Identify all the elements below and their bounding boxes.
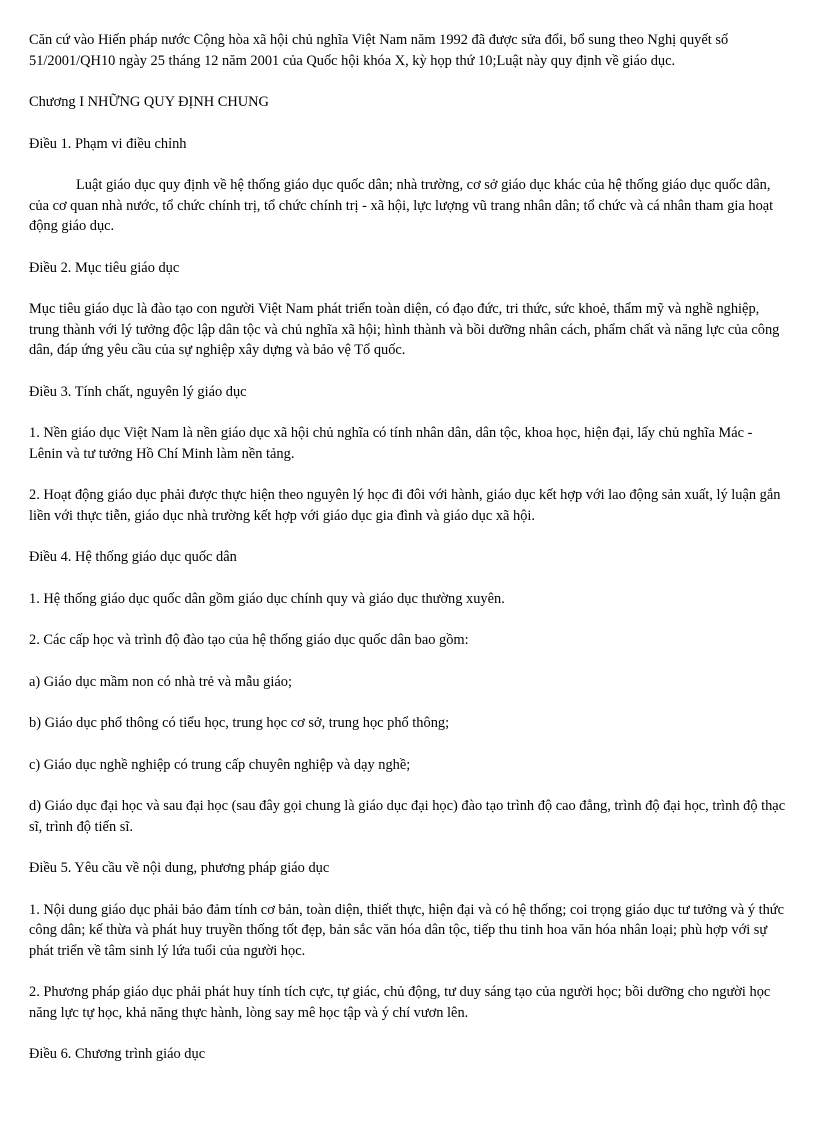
- document-page: [29, 30, 789, 1086]
- article-1-heading: Điều 1. Phạm vi điều chỉnh: [29, 135, 187, 152]
- article-2-heading: Điều 2. Mục tiêu giáo dục: [29, 259, 180, 276]
- article-4-clause-1: 1. Hệ thống giáo dục quốc dân gồm giáo dục chính quy và giáo dục thường xuyên.: [29, 590, 505, 607]
- article-3-clause-2: 2. Hoạt động giáo dục phải được thực hiện theo nguyên lý học đi đôi với hành, giáo dục kết hợp với lao động sản xuất, lý luận gắn liền với thực tiễn, giáo dục nhà trường kết hợp với giáo dục gia đình và giáo dục xã hội.: [29, 487, 781, 524]
- article-4-clause-2: 2. Các cấp học và trình độ đào tạo của hệ thống giáo dục quốc dân bao gồm:: [29, 632, 469, 648]
- chapter-heading: Chương I NHỮNG QUY ĐỊNH CHUNG: [29, 94, 269, 110]
- article-5-clause-1: 1. Nội dung giáo dục phải bảo đảm tính cơ bản, toàn diện, thiết thực, hiện đại và có hệ thống; coi trọng giáo dục tư tưởng và ý thức công dân; kế thừa và phát huy truyền thống tốt đẹp, bản sắc văn hóa dân tộc, tiếp thu tinh hoa văn hóa nhân loại; phù hợp với sự phát triển về tâm sinh lý lứa tuổi của người học.: [29, 901, 784, 959]
- article-4-item-c: c) Giáo dục nghề nghiệp có trung cấp chuyên nghiệp và dạy nghề;: [29, 756, 411, 773]
- preamble-paragraph: Căn cứ vào Hiến pháp nước Cộng hòa xã hội chủ nghĩa Việt Nam năm 1992 đã được sửa đổi, bổ sung theo Nghị quyết số 51/2001/QH10 ngày 25 tháng 12 năm 2001 của Quốc hội khóa X, kỳ họp thứ 10;Luật này quy định về giáo dục.: [29, 32, 729, 69]
- article-5-clause-2: 2. Phương pháp giáo dục phải phát huy tính tích cực, tự giác, chủ động, tư duy sáng tạo của người học; bồi dưỡng cho người học năng lực tự học, khả năng thực hành, lòng say mê học tập và ý chí vươn lên.: [29, 984, 771, 1021]
- article-6-heading: Điều 6. Chương trình giáo dục: [29, 1046, 206, 1062]
- article-2-paragraph: Mục tiêu giáo dục là đào tạo con người Việt Nam phát triển toàn diện, có đạo đức, tri thức, sức khoẻ, thẩm mỹ và nghề nghiệp, trung thành với lý tưởng độc lập dân tộc và chủ nghĩa xã hội; hình thành và bồi dưỡng nhân cách, phẩm chất và năng lực của công dân, đáp ứng yêu cầu của sự nghiệp xây dựng và bảo vệ Tổ quốc.: [29, 301, 780, 358]
- article-5-heading: Điều 5. Yêu cầu về nội dung, phương pháp giáo dục: [29, 860, 330, 876]
- article-4-item-d: d) Giáo dục đại học và sau đại học (sau đây gọi chung là giáo dục đại học) đào tạo trình độ cao đẳng, trình độ đại học, trình độ thạc sĩ, trình độ tiến sĩ.: [29, 798, 786, 835]
- article-4-heading: Điều 4. Hệ thống giáo dục quốc dân: [29, 549, 237, 565]
- article-4-item-a: a) Giáo dục mầm non có nhà trẻ và mẫu giáo;: [29, 673, 292, 690]
- article-3-heading: Điều 3. Tính chất, nguyên lý giáo dục: [29, 383, 247, 400]
- article-4-item-b: b) Giáo dục phổ thông có tiểu học, trung học cơ sở, trung học phổ thông;: [29, 715, 450, 731]
- article-3-clause-1: 1. Nền giáo dục Việt Nam là nền giáo dục xã hội chủ nghĩa có tính nhân dân, dân tộc, khoa học, hiện đại, lấy chủ nghĩa Mác - Lênin và tư tưởng Hồ Chí Minh làm nền tảng.: [29, 425, 753, 462]
- article-1-paragraph: Luật giáo dục quy định về hệ thống giáo dục quốc dân; nhà trường, cơ sở giáo dục khác của hệ thống giáo dục quốc dân, của cơ quan nhà nước, tổ chức chính trị, tổ chức chính trị - xã hội, lực lượng vũ trang nhân dân; tổ chức và cá nhân tham gia hoạt động giáo dục.: [29, 177, 774, 234]
